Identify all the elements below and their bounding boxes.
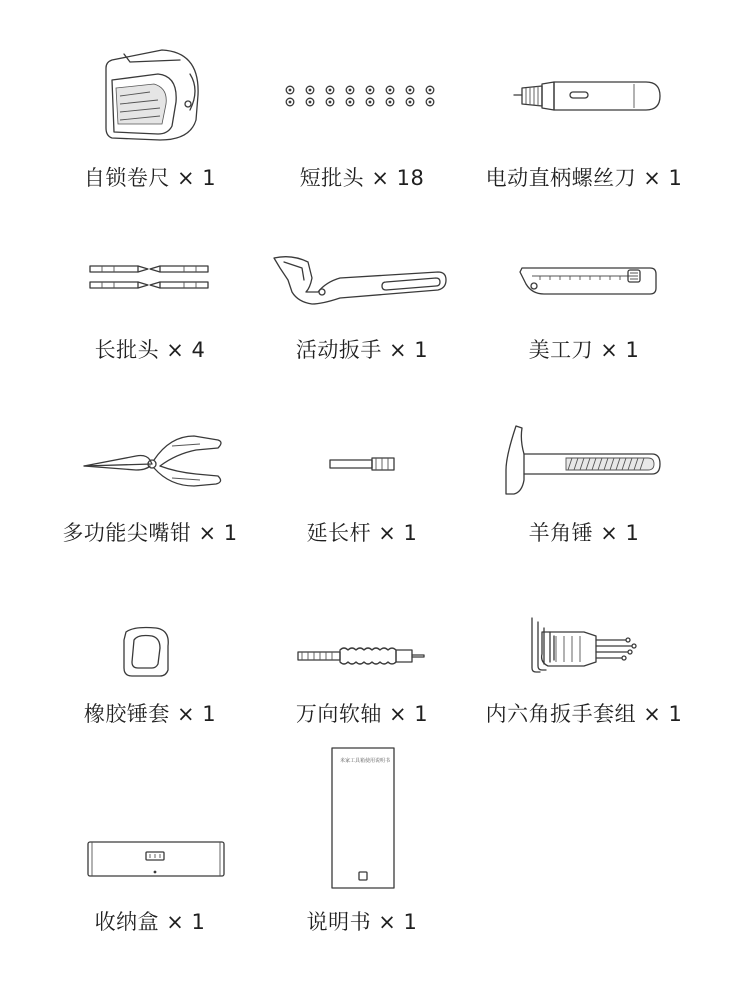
utility-knife-icon xyxy=(484,248,684,318)
manual-icon xyxy=(262,744,462,894)
item-tape-measure xyxy=(50,40,250,200)
item-utility-knife xyxy=(484,248,684,373)
rubber-hammer-cover-icon xyxy=(50,612,250,682)
item-label: 电动直柄螺丝刀 × 1 xyxy=(485,166,683,190)
item-electric-screwdriver xyxy=(484,40,684,200)
item-label: 延长杆 × 1 xyxy=(306,521,418,545)
item-hex-key-set xyxy=(484,612,684,737)
item-long-bits xyxy=(50,248,250,373)
item-rubber-hammer-cover xyxy=(50,612,250,737)
item-label: 说明书 × 1 xyxy=(306,910,418,934)
item-label: 内六角扳手套组 × 1 xyxy=(485,702,683,726)
item-adjustable-wrench xyxy=(262,248,462,373)
item-claw-hammer xyxy=(484,420,684,550)
item-label: 短批头 × 18 xyxy=(299,166,425,190)
item-label: 长批头 × 4 xyxy=(94,338,206,362)
short-bits-icon xyxy=(262,40,462,150)
storage-box-icon xyxy=(50,820,250,890)
extension-rod-icon xyxy=(262,420,462,500)
item-label: 多功能尖嘴钳 × 1 xyxy=(62,521,238,545)
pliers-icon xyxy=(50,420,250,500)
flex-shaft-icon xyxy=(262,612,462,682)
manual-cover-text: 米家工具箱使用说明书 xyxy=(340,758,391,764)
item-label: 万向软轴 × 1 xyxy=(295,702,429,726)
hex-key-set-icon xyxy=(484,612,684,682)
item-short-bits xyxy=(262,40,462,200)
adjustable-wrench-icon xyxy=(262,248,462,318)
item-extension-rod xyxy=(262,420,462,550)
item-label: 羊角锤 × 1 xyxy=(528,521,640,545)
item-storage-box xyxy=(50,820,250,940)
item-manual xyxy=(262,744,462,940)
long-bits-icon xyxy=(50,248,250,318)
item-label: 活动扳手 × 1 xyxy=(295,338,429,362)
tape-measure-icon xyxy=(50,40,250,150)
item-flex-shaft xyxy=(262,612,462,737)
item-label: 收纳盒 × 1 xyxy=(94,910,206,934)
item-label: 自锁卷尺 × 1 xyxy=(83,166,217,190)
item-label: 橡胶锤套 × 1 xyxy=(83,702,217,726)
electric-screwdriver-icon xyxy=(484,40,684,150)
item-pliers xyxy=(50,420,250,550)
claw-hammer-icon xyxy=(484,420,684,500)
item-label: 美工刀 × 1 xyxy=(528,338,640,362)
